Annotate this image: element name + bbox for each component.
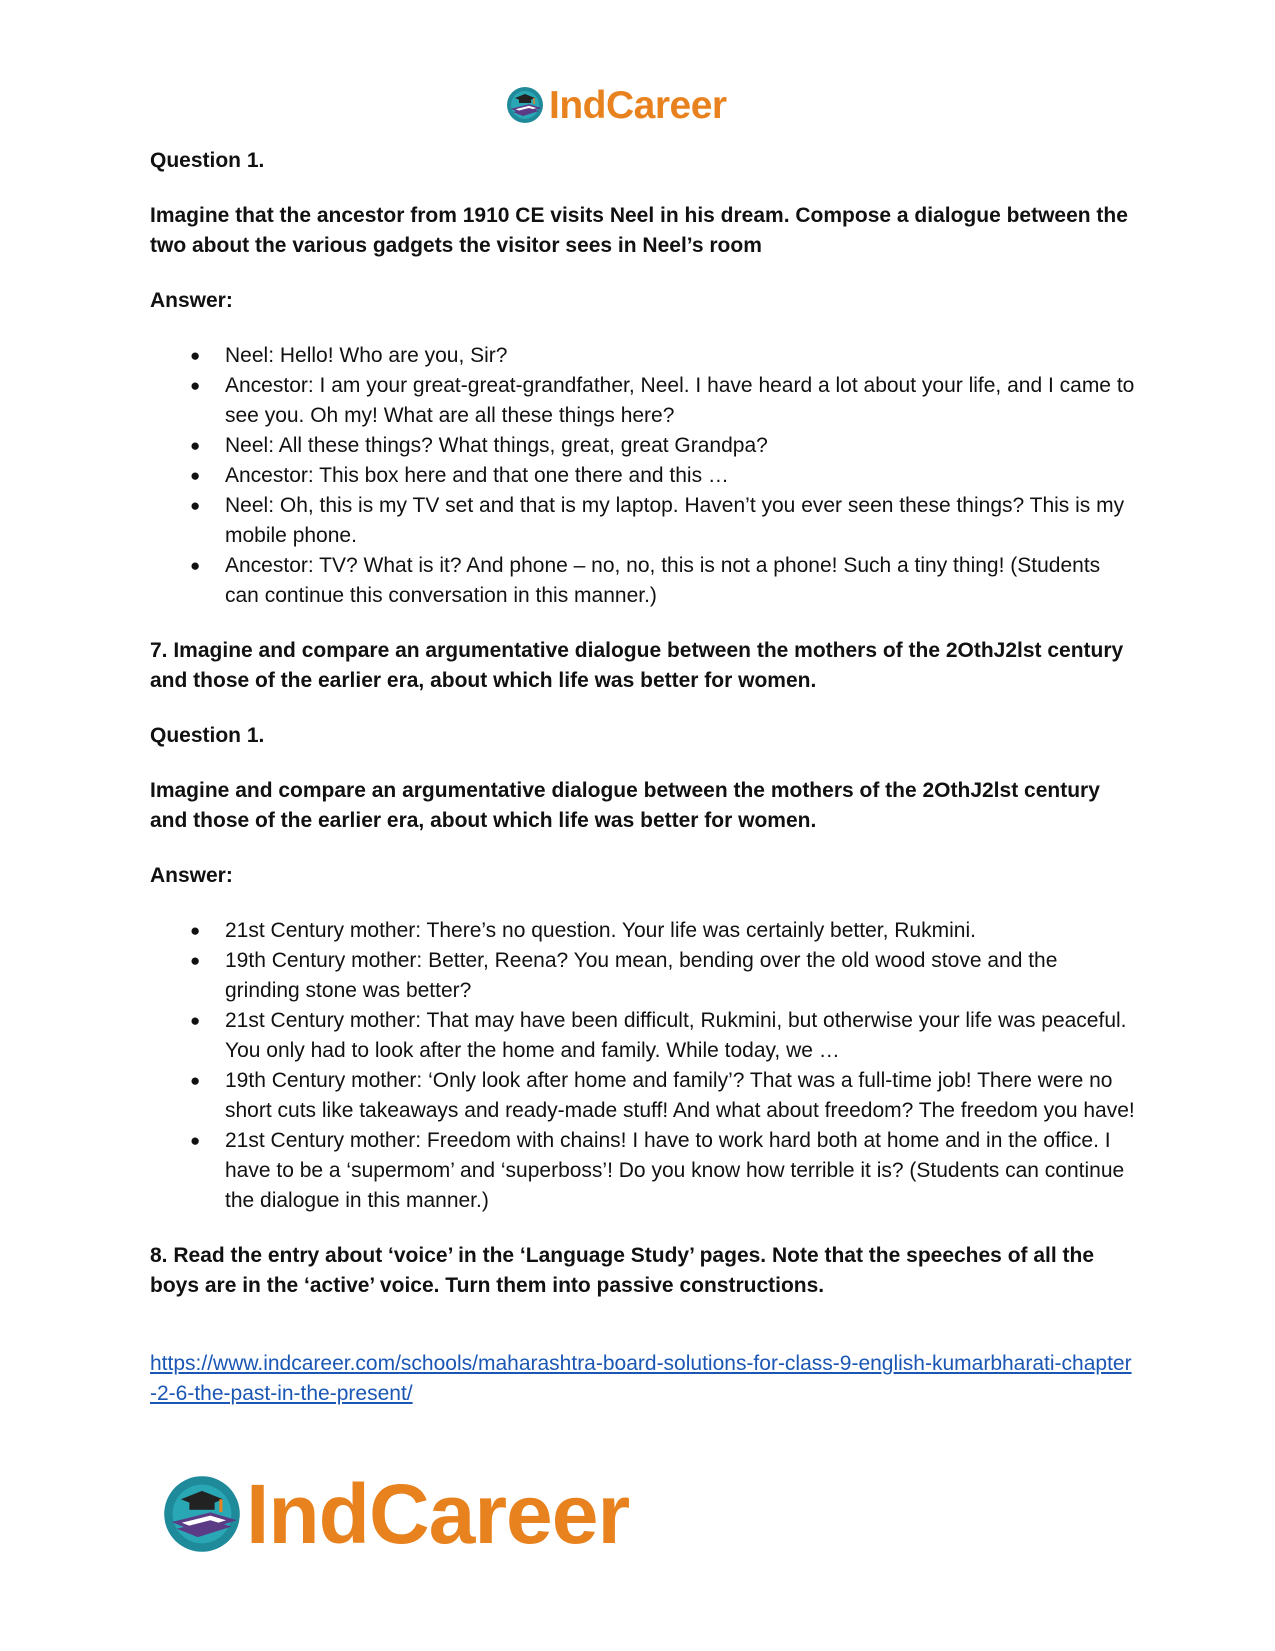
list-item-text: Ancestor: TV? What is it? And phone – no, no, this is not a phone! Such a tiny thing! (Students can continue this conversation in this manner.) [225,554,1101,607]
graduation-book-icon [505,85,545,125]
list-item [150,431,1135,461]
document-paragraph: Imagine and compare an argumentative dialogue between the mothers of the 2OthJ2lst century and those of the earlier era, about which life was better for women. [150,779,1100,832]
bullet-icon: ● [190,556,201,575]
list-item-text: 21st Century mother: Freedom with chains! I have to work hard both at home and in the office. I have to be a ‘supermom’ and ‘superboss’! Do you know how terrible it is? (Students can continue the dialogue in this manner.) [225,1129,1125,1212]
header-logo-wordmark: IndCareer [549,83,727,127]
document-paragraph: Answer: [150,289,233,312]
list-item-text: Neel: All these things? What things, great, great Grandpa? [225,434,768,457]
bullet-icon: ● [190,921,201,940]
bullet-icon: ● [190,346,201,365]
bullet-icon: ● [190,1071,201,1090]
list-item [150,1006,1135,1066]
list-item-text: Ancestor: This box here and that one there and this … [225,464,729,487]
bullet-icon: ● [190,436,201,455]
document-paragraph: Question 1. [150,724,265,747]
bullet-list [150,916,1135,1216]
list-item-text: Neel: Hello! Who are you, Sir? [225,344,508,367]
bullet-icon: ● [190,496,201,515]
bullet-icon: ● [190,466,201,485]
header-logo [505,82,727,128]
list-item [150,491,1135,551]
graduation-book-icon [160,1472,244,1556]
list-item [150,461,1135,491]
document-paragraph: Imagine that the ancestor from 1910 CE visits Neel in his dream. Compose a dialogue between the two about the various gadgets the visitor sees in Neel’s room [150,204,1128,257]
source-link[interactable]: https://www.indcareer.com/schools/maharashtra-board-solutions-for-class-9-english-kumarbharati-chapter-2-6-the-past-in-the-present/ [150,1352,1132,1405]
list-item-text: Ancestor: I am your great-great-grandfather, Neel. I have heard a lot about your life, and I came to see you. Oh my! What are all these things here? [225,374,1135,427]
list-item [150,371,1135,431]
bullet-icon: ● [190,951,201,970]
list-item-text: 19th Century mother: Better, Reena? You mean, bending over the old wood stove and the grinding stone was better? [225,949,1058,1002]
list-item-text: 21st Century mother: That may have been difficult, Rukmini, but otherwise your life was peaceful. You only had to look after the home and family. While today, we … [225,1009,1127,1062]
document-paragraph: Answer: [150,864,233,887]
footer-logo [160,1468,629,1560]
bullet-list [150,341,1135,611]
list-item [150,916,1135,946]
document-content [150,146,1135,1409]
document-paragraph: 8. Read the entry about ‘voice’ in the ‘Language Study’ pages. Note that the speeches of all the boys are in the ‘active’ voice. Turn them into passive constructions. [150,1244,1095,1297]
list-item [150,551,1135,611]
bullet-icon: ● [190,376,201,395]
footer-logo-wordmark: IndCareer [246,1467,630,1561]
document-paragraph: Question 1. [150,149,265,172]
list-item [150,1126,1135,1216]
list-item [150,1066,1135,1126]
list-item-text: 21st Century mother: There’s no question. Your life was certainly better, Rukmini. [225,919,976,942]
list-item [150,946,1135,1006]
bullet-icon: ● [190,1131,201,1150]
list-item [150,341,1135,371]
bullet-icon: ● [190,1011,201,1030]
document-paragraph: 7. Imagine and compare an argumentative dialogue between the mothers of the 2OthJ2lst century and those of the earlier era, about which life was better for women. [150,639,1124,692]
list-item-text: 19th Century mother: ‘Only look after home and family’? That was a full-time job! There were no short cuts like takeaways and ready-made stuff! And what about freedom? The freedom you have! [225,1069,1135,1122]
list-item-text: Neel: Oh, this is my TV set and that is my laptop. Haven’t you ever seen these things? This is my mobile phone. [225,494,1125,547]
